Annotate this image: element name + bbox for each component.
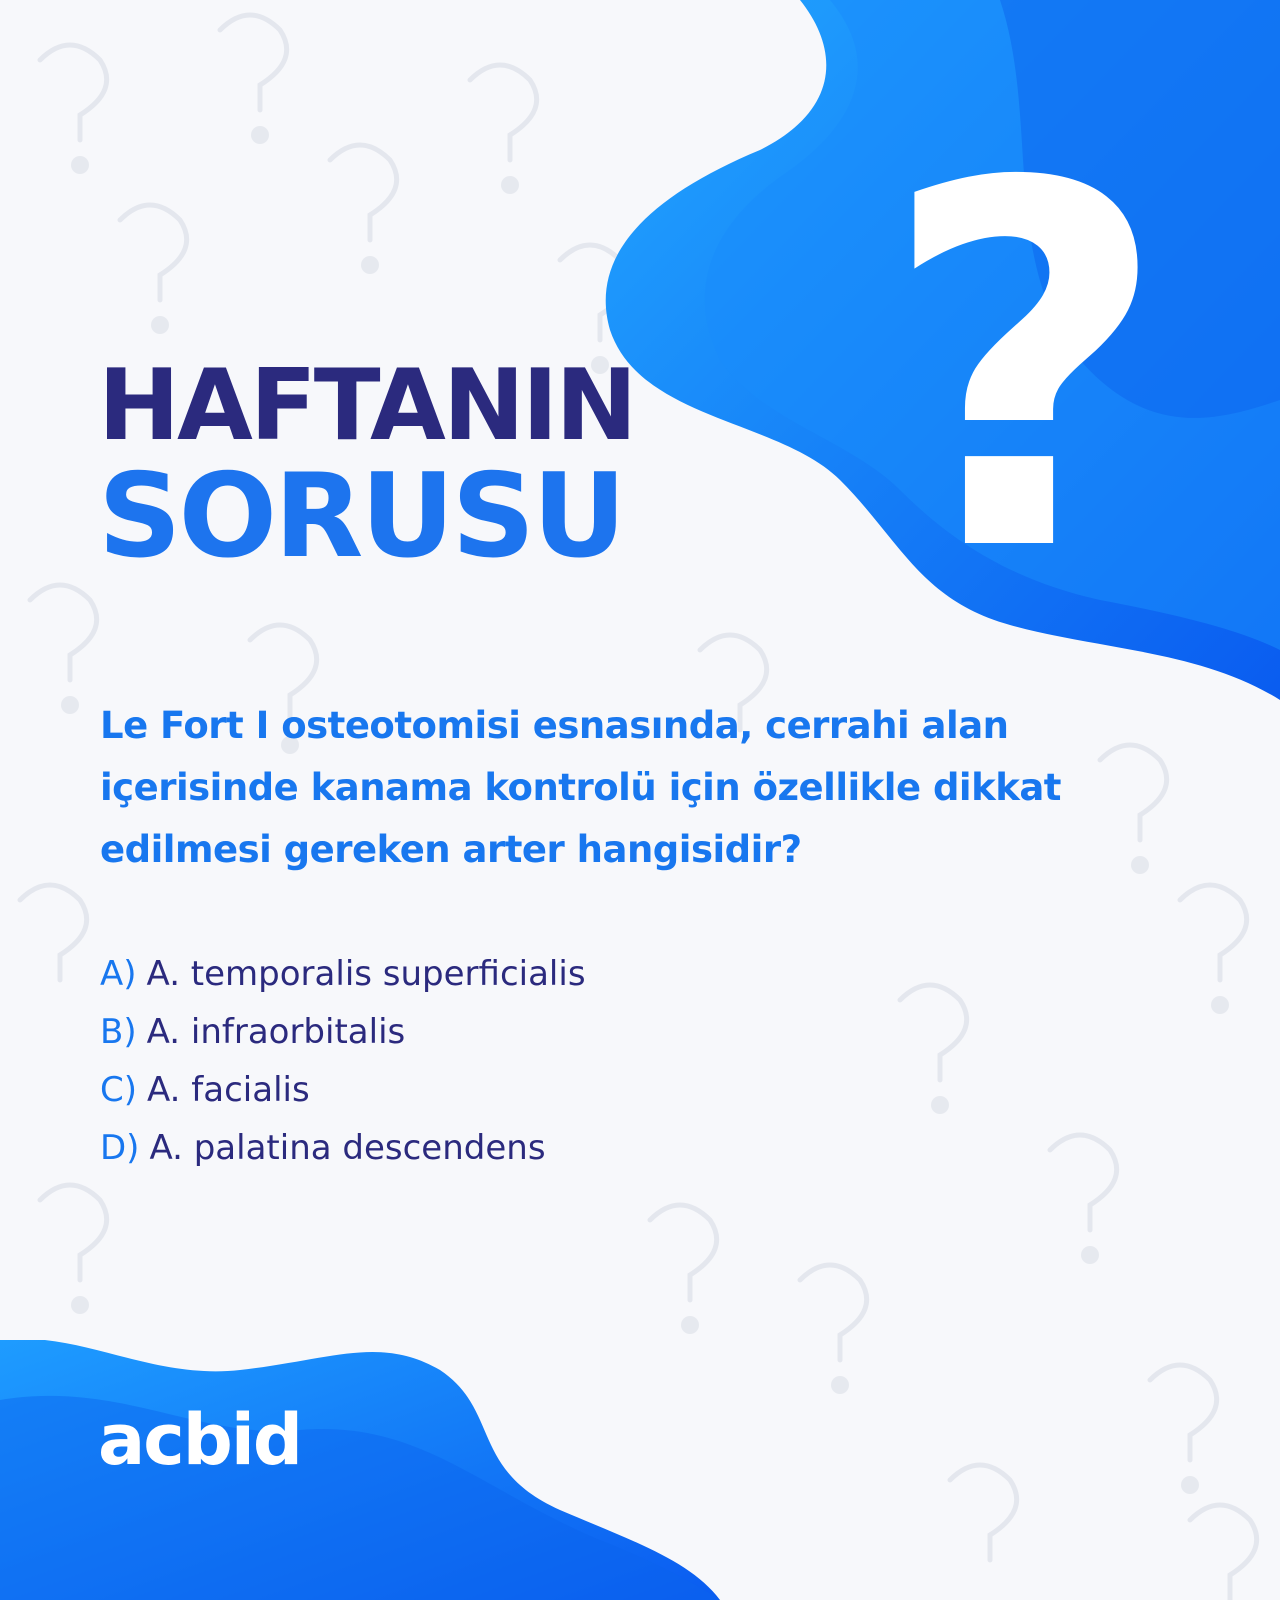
option-text: A. infraorbitalis bbox=[146, 1012, 406, 1052]
option-letter: D) bbox=[100, 1128, 140, 1168]
title-line-sorusu: SORUSU bbox=[98, 449, 624, 584]
option-d bbox=[100, 1119, 586, 1177]
option-c bbox=[100, 1061, 586, 1119]
option-letter: A) bbox=[100, 954, 137, 994]
option-letter: B) bbox=[100, 1012, 137, 1052]
title-line-haftanin: HAFTANIN bbox=[98, 349, 635, 463]
option-text: A. facialis bbox=[147, 1070, 310, 1110]
big-question-mark-icon: ? bbox=[880, 79, 1171, 661]
option-text: A. temporalis superficialis bbox=[146, 954, 586, 994]
page-title bbox=[98, 349, 635, 584]
option-a bbox=[100, 945, 586, 1003]
option-b bbox=[100, 1003, 586, 1061]
question-text: Le Fort I osteotomisi esnasında, cerrahi alan içerisinde kanama kontrolü için özellikle dikkat edilmesi gereken arter hangisidir? bbox=[100, 704, 1061, 871]
option-text: A. palatina descendens bbox=[149, 1128, 546, 1168]
acbid-logo: acbid bbox=[98, 1399, 301, 1481]
option-letter: C) bbox=[100, 1070, 138, 1110]
answer-options-list bbox=[100, 945, 586, 1177]
